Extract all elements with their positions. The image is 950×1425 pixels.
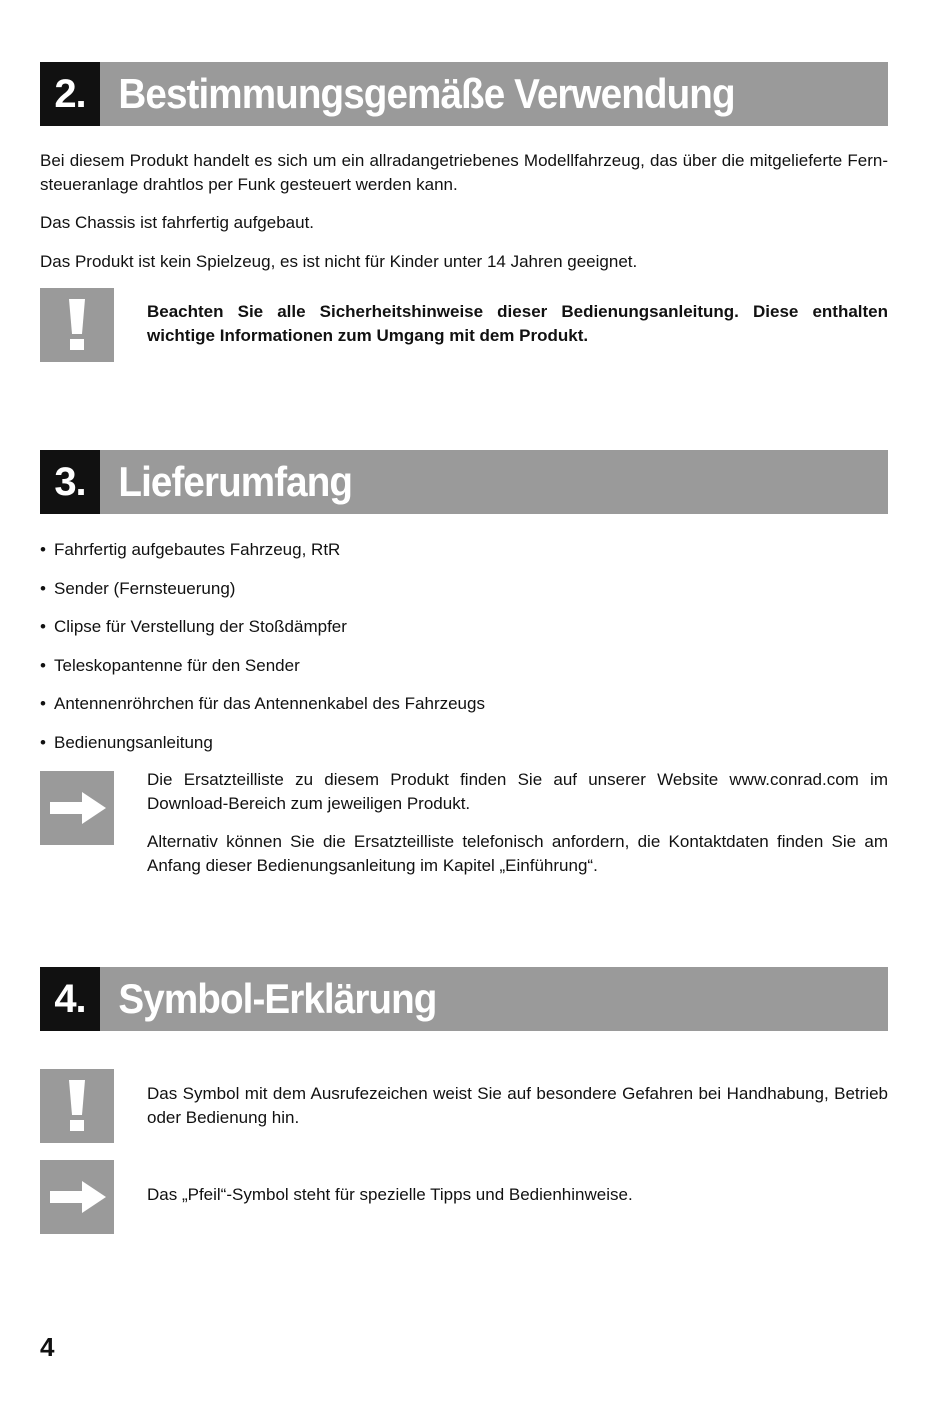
section-number: 4.: [40, 967, 100, 1031]
arrow-right-icon: [40, 771, 114, 845]
section-title: Symbol-Erklärung: [118, 975, 437, 1022]
exclamation-icon: [40, 1069, 114, 1143]
exclamation-icon: [40, 288, 114, 362]
list-item: • Sender (Fernsteuerung): [40, 577, 485, 616]
paragraph: Das Chassis ist fahrfertig aufgebaut.: [40, 213, 315, 232]
list-item: • Antennenröhrchen für das Antennenkabel des Fahrzeugs: [40, 692, 485, 731]
tip-text: Alternativ können Sie die Ersatzteilliste telefonisch anfordern, die Kontaktdaten finden Sie am Anfang dieser Bedienungsanleitung im Kapitel „Einführung“.: [147, 832, 888, 875]
paragraph: Das Produkt ist kein Spielzeug, es ist nicht für Kinder unter 14 Jahren geeignet.: [40, 252, 638, 271]
list-item: • Fahrfertig aufgebautes Fahrzeug, RtR: [40, 538, 485, 577]
section-number: 3.: [40, 450, 100, 514]
section-header-2: [40, 62, 888, 126]
section-title: Lieferumfang: [118, 458, 353, 505]
arrow-description: Das „Pfeil“-Symbol steht für spezielle Tipps und Bedienhinweise.: [147, 1185, 633, 1204]
tip-text: Die Ersatzteilliste zu diesem Produkt finden Sie auf unserer Website www.conrad.com im Download-Bereich zum jeweiligen Produkt.: [147, 770, 888, 813]
arrow-right-icon: [40, 1160, 114, 1234]
paragraph: Bei diesem Produkt handelt es sich um ein allradangetriebenes Modellfahrzeug, das über die mitgelieferte Fernsteueranlage drahtlos per Funk gesteuert werden kann.: [40, 151, 888, 194]
warning-text: Beachten Sie alle Sicherheitshinweise dieser Bedienungsanleitung. Diese enthalten wichtige Informationen zum Umgang mit dem Produkt.: [147, 302, 888, 345]
section-header-4: [40, 967, 888, 1031]
section-title: Bestimmungsgemäße Verwendung: [118, 70, 735, 117]
list-item: • Bedienungsanleitung: [40, 731, 485, 770]
list-item: • Clipse für Verstellung der Stoßdämpfer: [40, 615, 485, 654]
delivery-list: [40, 538, 485, 769]
section-header-3: [40, 450, 888, 514]
list-item: • Teleskopantenne für den Sender: [40, 654, 485, 693]
section-number: 2.: [40, 62, 100, 126]
exclamation-description: Das Symbol mit dem Ausrufezeichen weist Sie auf besondere Gefahren bei Handhabung, Betrieb oder Bedienung hin.: [147, 1084, 888, 1127]
page-number: 4: [40, 1332, 55, 1362]
